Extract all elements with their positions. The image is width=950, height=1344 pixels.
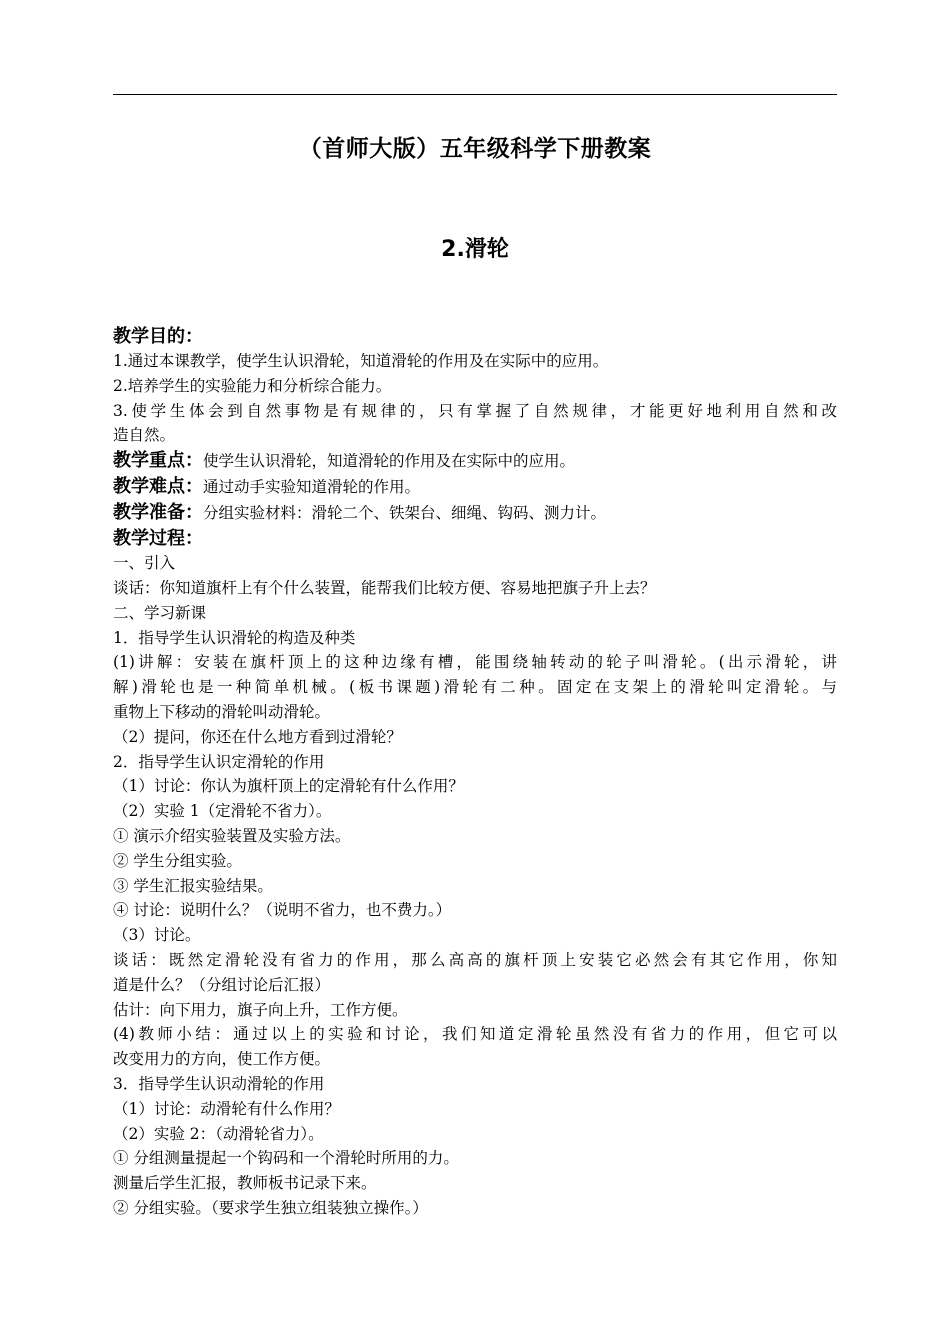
process-line: 2．指导学生认识定滑轮的作用 (113, 752, 325, 771)
objectives-heading: 教学目的： (113, 326, 203, 347)
process-line: ② 分组实验。（要求学生独立组装独立操作。） (113, 1198, 428, 1217)
process-line: （2）实验 1（定滑轮不省力）。 (113, 802, 332, 821)
document-title: （首师大版）五年级科学下册教案 (298, 136, 652, 162)
process-line: （2）实验 2：（动滑轮省力）。 (113, 1124, 324, 1143)
process-line: ① 分组测量提起一个钩码和一个滑轮时所用的力。 (113, 1149, 459, 1168)
process-line: 谈话：你知道旗杆上有个什么装置，能帮我们比较方便、容易地把旗子升上去？ (113, 578, 656, 597)
key-point-label: 教学重点： (113, 450, 203, 472)
process-line: 道是什么？（分组讨论后汇报） (113, 975, 331, 994)
difficulty-row (113, 474, 837, 500)
preparation-text: 分组实验材料：滑轮二个、铁架台、细绳、钩码、测力计。 (203, 504, 607, 523)
process-line: 估计：向下用力，旗子向上升，工作方便。 (113, 1000, 408, 1019)
process-heading: 教学过程： (113, 528, 203, 550)
process-line: 解)滑轮也是一种简单机械。(板书课题)滑轮有二种。固定在支架上的滑轮叫定滑轮。与 (113, 678, 837, 697)
process-line: (4)教师小结：通过以上的实验和讨论，我们知道定滑轮虽然没有省力的作用，但它可以 (113, 1025, 837, 1044)
objective-item: 3.使学生体会到自然事物是有规律的，只有掌握了自然规律，才能更好地利用自然和改 (113, 401, 837, 420)
difficulty-text: 通过动手实验知道滑轮的作用。 (203, 478, 421, 497)
objective-item: 1.通过本课教学，使学生认识滑轮，知道滑轮的作用及在实际中的应用。 (113, 352, 609, 370)
process-line: ③ 学生汇报实验结果。 (113, 876, 273, 895)
process-line: （1）讨论：动滑轮有什么作用？ (113, 1099, 340, 1118)
process-line: 1．指导学生认识滑轮的构造及种类 (113, 628, 356, 647)
lesson-body (113, 324, 837, 1221)
process-line: 3．指导学生认识动滑轮的作用 (113, 1074, 325, 1093)
lesson-title: 2.滑轮 (441, 237, 509, 262)
process-line: 改变用力的方向，使工作方便。 (113, 1050, 331, 1069)
objective-item: 2.培养学生的实验能力和分析综合能力。 (113, 376, 392, 395)
process-line: (1)讲解：安装在旗杆顶上的这种边缘有槽，能围绕轴转动的轮子叫滑轮。(出示滑轮，讲 (113, 653, 837, 672)
process-line: 重物上下移动的滑轮叫动滑轮。 (113, 702, 331, 721)
key-point-text: 使学生认识滑轮，知道滑轮的作用及在实际中的应用。 (203, 452, 576, 471)
preparation-row (113, 500, 837, 526)
preparation-label: 教学准备： (113, 502, 203, 524)
process-line: （2）提问，你还在什么地方看到过滑轮？ (113, 727, 402, 746)
process-line: （1）讨论：你认为旗杆顶上的定滑轮有什么作用？ (113, 777, 464, 796)
process-line: 测量后学生汇报，教师板书记录下来。 (113, 1174, 377, 1193)
process-line: 一、引入 (113, 554, 176, 573)
process-line: 二、学习新课 (113, 603, 207, 622)
objective-item: 造自然。 (113, 426, 176, 445)
process-line: ① 演示介绍实验装置及实验方法。 (113, 826, 351, 845)
process-line: ② 学生分组实验。 (113, 851, 242, 870)
process-line: ④ 讨论：说明什么？（说明不省力，也不费力。） (113, 901, 452, 920)
key-point-row (113, 448, 837, 474)
difficulty-label: 教学难点： (113, 476, 203, 498)
header-rule (113, 94, 837, 95)
process-line: 谈话：既然定滑轮没有省力的作用，那么高高的旗杆顶上安装它必然会有其它作用，你知 (113, 950, 837, 969)
process-line: （3）讨论。 (113, 926, 201, 945)
